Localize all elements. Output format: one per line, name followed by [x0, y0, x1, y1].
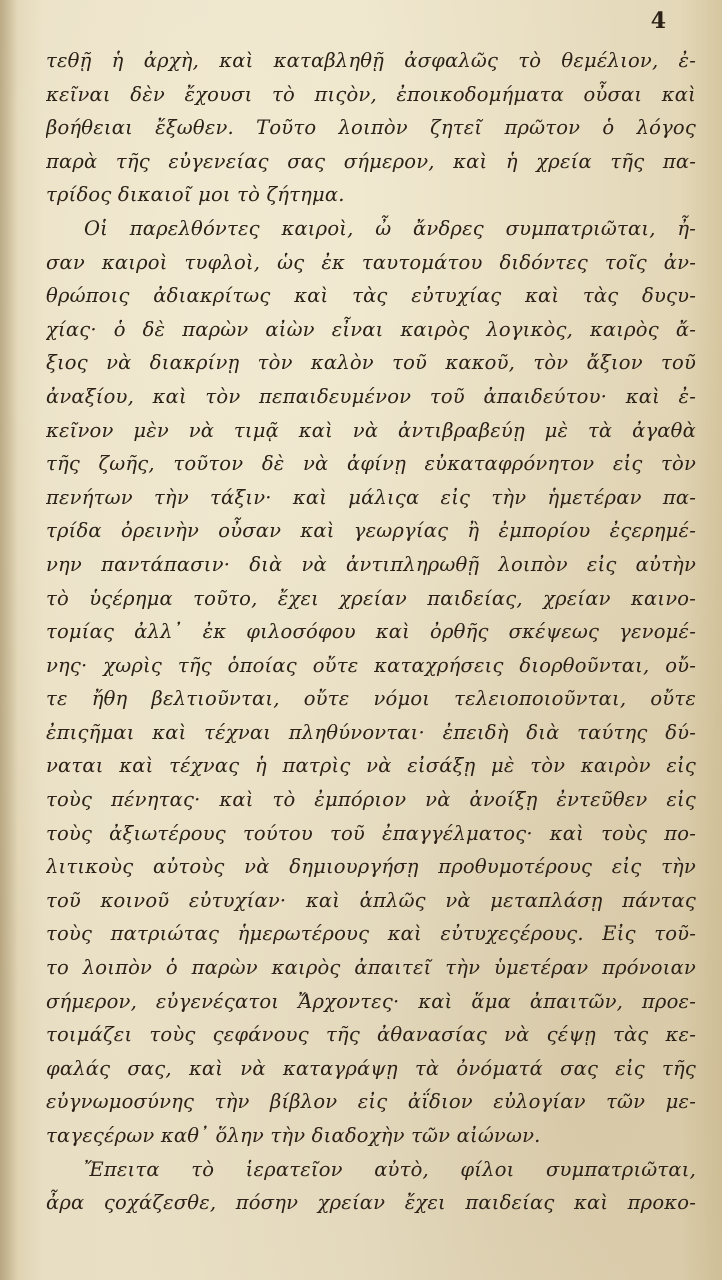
text-line: τῆς ζωῆς, τοῦτον δὲ νὰ ἀφίνῃ εὐκαταφρόνητον εἰς τὸν: [46, 452, 696, 476]
text-line: τομίας ἀλλ᾽ ἐκ φιλοσόφου καὶ ὀρθῆς σκέψεως γενομέ-: [46, 620, 696, 644]
text-line: τοῦ κοινοῦ εὐτυχίαν· καὶ ἁπλῶς νὰ μεταπλάσῃ πάντας: [46, 888, 696, 912]
text-line: ἀναξίου, καὶ τὸν πεπαιδευμένον τοῦ ἀπαιδεύτου· καὶ ἐ-: [46, 384, 696, 408]
text-line: εὐγνωμοσύνης τὴν βίβλον εἰς ἀΐδιον εὐλογίαν τῶν με-: [46, 1090, 696, 1114]
text-line: τὸ ὑςέρημα τοῦτο, ἔχει χρείαν παιδείας, χρείαν καινο-: [46, 586, 696, 610]
text-line: βοήθειαι ἔξωθεν. Τοῦτο λοιπὸν ζητεῖ πρῶτον ὁ λόγος: [46, 116, 696, 140]
binding-gutter-shadow: [0, 0, 18, 1280]
text-line: Ἔπειτα τὸ ἱερατεῖον αὐτὸ, φίλοι συμπατριῶται,: [84, 1157, 696, 1181]
text-line: νην παντάπασιν· διὰ νὰ ἀντιπληρωθῇ λοιπὸν εἰς αὐτὴν: [46, 552, 696, 576]
text-line: σαν καιροὶ τυφλοὶ, ὡς ἐκ ταυτομάτου διδόντες τοῖς ἀν-: [46, 250, 696, 274]
text-line: παρὰ τῆς εὐγενείας σας σήμερον, καὶ ἡ χρεία τῆς πα-: [46, 149, 696, 173]
text-line: λιτικοὺς αὐτοὺς νὰ δημιουργήσῃ προθυμοτέρους εἰς τὴν: [46, 855, 696, 879]
text-line: τοὺς πένητας· καὶ τὸ ἐμπόριον νὰ ἀνοίξῃ ἐντεῦθεν εἰς: [46, 788, 696, 812]
text-line: χίας· ὁ δὲ παρὼν αἰὼν εἶναι καιρὸς λογικὸς, καιρὸς ἄ-: [46, 317, 696, 341]
text-line: ἆρα ςοχάζεσθε, πόσην χρείαν ἔχει παιδείας καὶ προκο-: [46, 1191, 696, 1215]
text-line: Οἱ παρελθόντες καιροὶ, ὦ ἄνδρες συμπατριῶται, ἦ-: [84, 216, 696, 240]
text-line: τοιμάζει τοὺς ςεφάνους τῆς ἀθανασίας νὰ ςέψῃ τὰς κε-: [46, 1023, 696, 1047]
text-line: τεθῇ ἡ ἀρχὴ, καὶ καταβληθῇ ἀσφαλῶς τὸ θεμέλιον, ἐ-: [46, 49, 696, 72]
text-line: φαλάς σας, καὶ νὰ καταγράψῃ τὰ ὀνόματά σας εἰς τῆς: [46, 1056, 696, 1080]
text-line: κεῖνον μὲν νὰ τιμᾷ καὶ νὰ ἀντιβραβεύῃ μὲ τὰ ἀγαθὰ: [46, 418, 696, 442]
text-line: θρώποις ἀδιακρίτως καὶ τὰς εὐτυχίας καὶ τὰς δυςυ-: [46, 284, 696, 308]
text-line: ἐπιςῆμαι καὶ τέχναι πληθύνονται· ἐπειδὴ διὰ ταύτης δύ-: [46, 720, 696, 744]
text-line: το λοιπὸν ὁ παρὼν καιρὸς ἀπαιτεῖ τὴν ὑμετέραν πρόνοιαν: [46, 956, 696, 980]
text-line: σήμερον, εὐγενέςατοι Ἄρχοντες· καὶ ἅμα ἀπαιτῶν, προε-: [46, 989, 696, 1013]
text-line: τε ἤθη βελτιοῦνται, οὔτε νόμοι τελειοποιοῦνται, οὔτε: [46, 687, 696, 711]
text-line: πενήτων τὴν τάξιν· καὶ μάλιςα εἰς τὴν ἡμετέραν πα-: [46, 485, 696, 509]
text-line: τοὺς ἀξιωτέρους τούτου τοῦ ἐπαγγέλματος· καὶ τοὺς πο-: [46, 821, 696, 845]
text-line: νης· χωρὶς τῆς ὁποίας οὔτε καταχρήσεις διορθοῦνται, οὔ-: [46, 653, 696, 677]
body-text: [46, 44, 696, 1220]
text-line: ξιος νὰ διακρίνῃ τὸν καλὸν τοῦ κακοῦ, τὸν ἄξιον τοῦ: [46, 351, 696, 375]
text-line: τρίδα ὀρεινὴν οὖσαν καὶ γεωργίας ἢ ἐμπορίου ἐςερημέ-: [46, 519, 696, 543]
page-number: 4: [650, 8, 666, 34]
text-line: ταγεςέρων καθ᾽ ὅλην τὴν διαδοχὴν τῶν αἰώνων.: [46, 1124, 541, 1147]
text-line: τρίδος δικαιοῖ μοι τὸ ζήτημα.: [46, 183, 345, 207]
text-line: ναται καὶ τέχνας ἡ πατρὶς νὰ εἰσάξῃ μὲ τὸν καιρὸν εἰς: [46, 754, 696, 778]
text-line: κεῖναι δὲν ἔχουσι τὸ πιςὸν, ἐποικοδομήματα οὖσαι καὶ: [46, 82, 696, 106]
text-line: τοὺς πατριώτας ἡμερωτέρους καὶ εὐτυχεςέρους. Εἰς τοῦ-: [46, 922, 696, 946]
